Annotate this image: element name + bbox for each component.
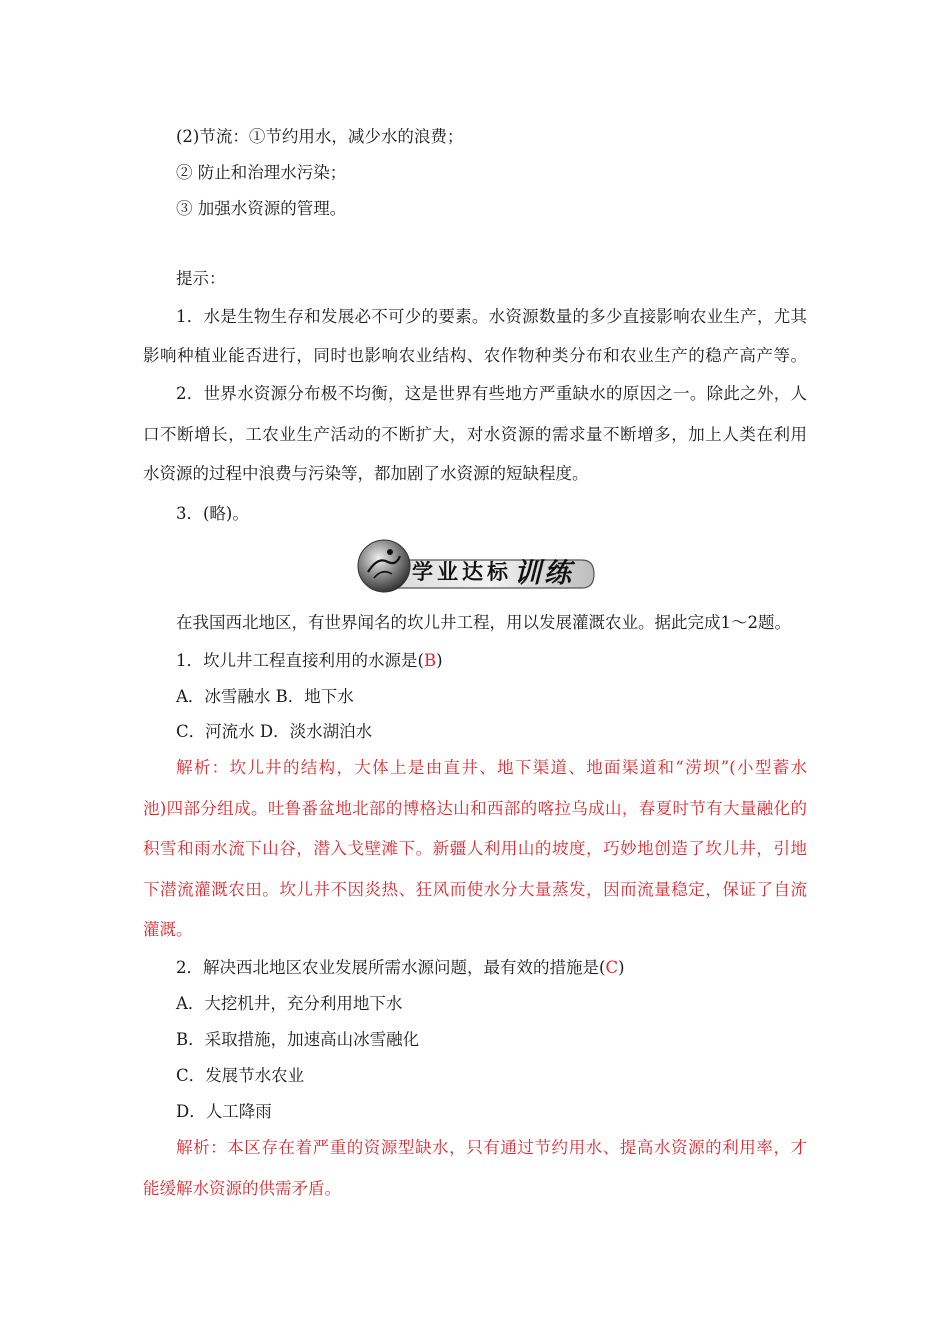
question-2-stem: 2．解决西北地区农业发展所需水源问题，最有效的措施是( (176, 958, 606, 977)
question-1-analysis-line-4: 下潜流灌溉农田。坎儿井不因炎热、狂风而使水分大量蒸发，因而流量稳定，保证了自流 (143, 880, 807, 899)
question-2-analysis-label: 解析： (176, 1138, 228, 1157)
water-saving-heading: (2)节流：①节约用水，减少水的浪费； (176, 127, 464, 146)
question-1-analysis-line-3: 积雪和雨水流下山谷，潜入戈壁滩下。新疆人利用山的坡度，巧妙地创造了坎儿井，引地 (143, 839, 807, 858)
hint-1-line-2: 影响种植业能否进行，同时也影响农业结构、农作物种类分布和农业生产的稳产高产等。 (143, 346, 807, 365)
question-1-options-ab: A．冰雪融水 B．地下水 (176, 687, 354, 706)
question-1-analysis-label: 解析： (176, 758, 230, 777)
question-2-answer: C (605, 958, 619, 977)
question-2-option-a: A．大挖机井，充分利用地下水 (176, 994, 403, 1013)
question-2-option-d: D．人工降雨 (176, 1102, 272, 1121)
hint-3: 3．(略)。 (176, 504, 249, 523)
hint-2-line-1: 2．世界水资源分布极不均衡，这是世界有些地方严重缺水的原因之一。除此之外，人 (176, 384, 807, 403)
question-1-analysis-line-2: 池)四部分组成。吐鲁番盆地北部的博格达山和西部的喀拉乌成山，春夏时节有大量融化的 (143, 799, 807, 818)
question-2 (176, 957, 625, 979)
question-1-analysis-text-1: 坎儿井的结构，大体上是由直井、地下渠道、地面渠道和“涝坝”(小型蓄水 (229, 758, 808, 777)
question-2-analysis-text-1: 本区存在着严重的资源型缺水，只有通过节约用水、提高水资源的利用率，才 (227, 1138, 808, 1157)
water-saving-item-3: ③ 加强水资源的管理。 (176, 199, 347, 218)
hint-2-line-3: 水资源的过程中浪费与污染等，都加剧了水资源的短缺程度。 (143, 464, 589, 483)
hint-2-line-2: 口不断增长，工农业生产活动的不断扩大，对水资源的需求量不断增多，加上人类在利用 (143, 425, 807, 444)
question-1 (176, 650, 443, 672)
question-2-close: ) (618, 958, 625, 977)
question-2-analysis-line-2: 能缓解水资源的供需矛盾。 (143, 1179, 341, 1198)
hint-1-line-1: 1．水是生物生存和发展必不可少的要素。水资源数量的多少直接影响农业生产，尤其 (176, 307, 807, 326)
question-1-analysis-line-5: 灌溉。 (143, 920, 193, 939)
question-2-option-b: B．采取措施，加速高山冰雪融化 (176, 1030, 420, 1049)
banner-text-a: 学业达标 (412, 560, 512, 584)
question-1-options-cd: C．河流水 D．淡水湖泊水 (176, 722, 373, 741)
question-1-close: ) (436, 651, 443, 670)
question-1-stem: 1．坎儿井工程直接利用的水源是( (176, 651, 424, 670)
exercise-intro: 在我国西北地区，有世界闻名的坎儿井工程，用以发展灌溉农业。据此完成1～2题。 (176, 613, 791, 632)
section-banner (356, 538, 596, 596)
question-1-answer: B (423, 651, 437, 670)
question-2-option-c: C．发展节水农业 (176, 1066, 305, 1085)
hints-heading: 提示： (176, 269, 226, 288)
question-1-analysis-line-1 (176, 757, 807, 779)
water-saving-item-2: ② 防止和治理水污染； (176, 163, 347, 182)
banner-text-b: 训练 (514, 558, 574, 589)
question-2-analysis-line-1 (176, 1137, 807, 1159)
